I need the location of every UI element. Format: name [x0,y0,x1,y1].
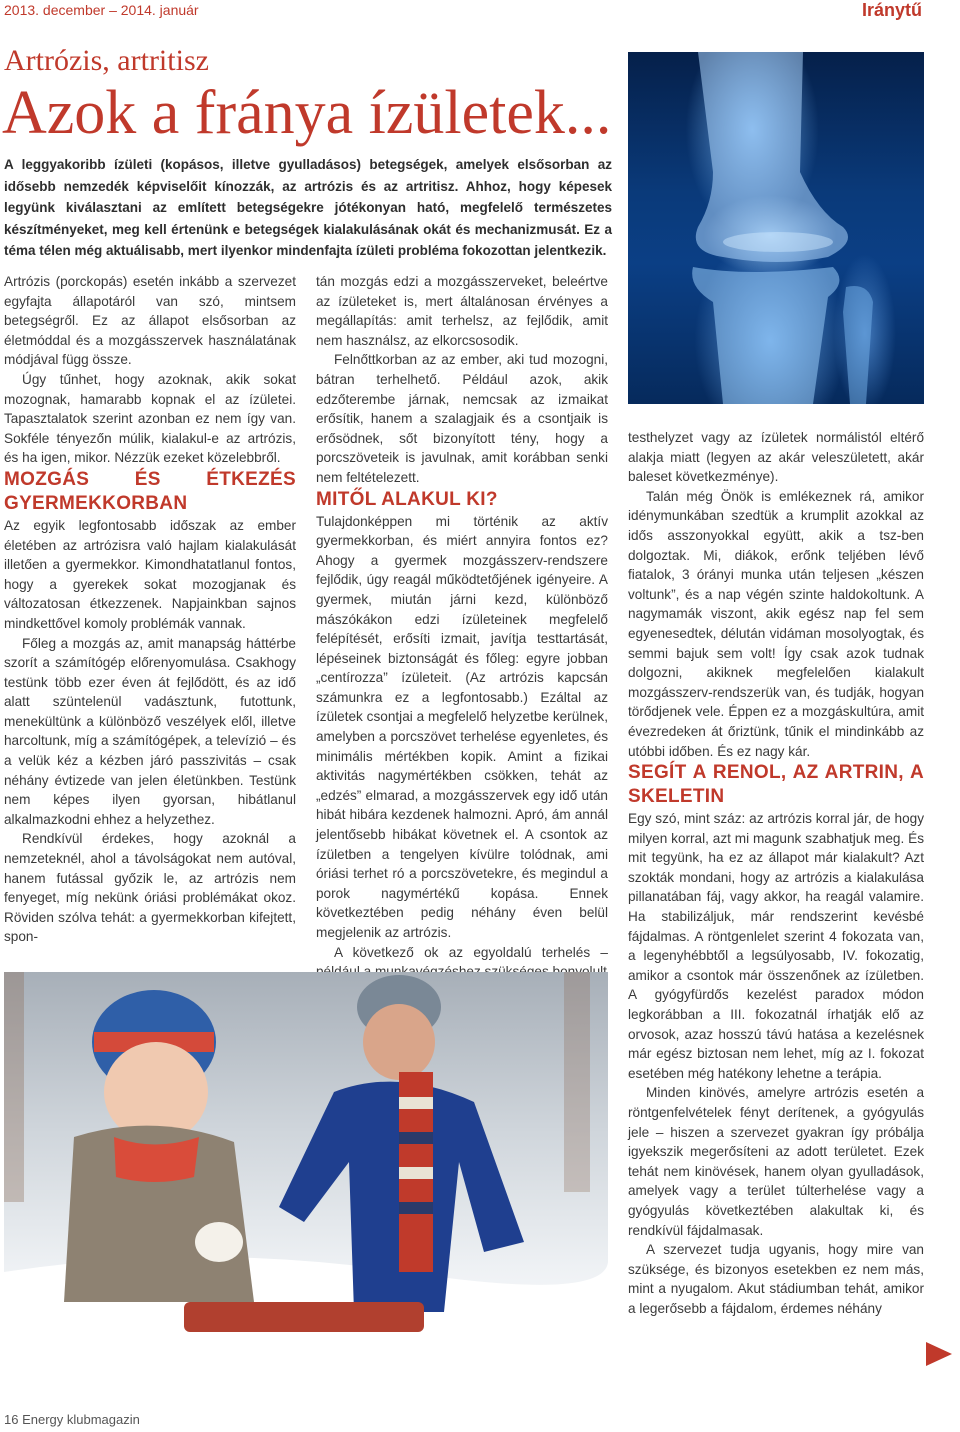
winter-sled-photo [4,972,608,1366]
paragraph: Főleg a mozgás az, amit manapság háttérbe szorít a számítógép előrenyomulása. Csakhogy testünk több ezer éven át fejlődött, és az idő alatt szüntelenül vadásztunk, futottunk, menekültünk a különböző veszélyek elől, illetve harcoltunk, míg a számítógépek, a televízió – és a velük kéz a kézben járó passzivitás – csak néhány évtizede van jelen életünkben. Testünk nem képes ilyen gyorsan, hibátlanul alkalmazkodni ehhez a helyzethez. [4,635,296,827]
column-2 [316,272,608,982]
paragraph: Rendkívül érdekes, hogy azoknál a nemzeteknél, ahol a távolságokat nem autóval, hanem futással győzik le, az artrózis nem fenyeget, míg nekünk óriási problémákat okoz. Röviden szólva tehát: a gyermekkorban kifejtett, spon- [4,831,296,945]
subheading: MITŐL ALAKUL KI? [316,488,498,510]
article-kicker: Artrózis, artritisz [4,44,209,77]
paragraph: A következő ok az egyoldalú terhelés – [334,944,608,960]
winter-sled-illustration [4,972,608,1366]
continue-arrow-icon [926,1342,952,1366]
paragraph: Minden kinövés, amelyre artrózis esetén a röntgenfelvételek fényt derítenek, a gyógyulás jele – hiszen a szervezet gyakran így próbálja igyekszik megerősíteni az adott területet. Ezek tehát nem kinövések, hanem olyan gyulladások, amelyek vagy a terület túlterhelése vagy a gyógyulás következtében alakultak ki, és rendkívül fájdalmasak. [628,1085,924,1238]
column-3 [628,428,924,1319]
column-1 [4,272,296,947]
paragraph: testhelyzet vagy az ízületek normálistól eltérő alakja miatt (legyen az akár veleszületett, akár baleset következménye). [628,430,924,485]
article-lead: A leggyakoribb ízületi (kopásos, illetve gyulladásos) betegségek, amelyek elsősorban az idősebb nemzedék képviselőit kínozzák, az artrózis és az artritisz. Ahhoz, hogy képesek legyünk kiválasztani az említett betegségekre jótékonyan ható, megfelelő természetes készítményeket, meg kell értenünk e betegségek kialakulásának okát és mechanizmusát. Ez a téma télen még aktuálisabb, mert ilyenkor mindenfajta ízületi probléma fokozottan jelentkezik. [4,157,612,259]
subheading: SEGÍT A RENOL, AZ ARTRIN, A SKELETIN [628,762,924,808]
knee-xray-image [628,52,924,404]
paragraph: Felnőttkorban az az ember, aki tud mozogni, bátran terhelhető. Például azok, akik edzőterembe járnak, nemcsak az izmaikat erősítik, hanem a szalagjaik és a csontjaik is erősödnek, sőt bizonyított tény, hogy a porcszöveteik is javulnak, amit korábban senki nem feltételezett. [316,352,608,485]
paragraph: Az egyik legfontosabb időszak az ember életében az artrózisra való hajlam kialakulását illetően a gyermekkor. Kimondhatatlanul fontos, hogy a gyerekek sokat mozogjanak és változatosan étkezzenek. Napjainkban sajnos mindkettővel komoly problémák vannak. [4,517,296,631]
issue-date: 2013. december – 2014. január [4,2,199,18]
paragraph: Úgy tűnhet, hogy azoknak, akik sokat mozognak, hamarabb kopnak el az ízületei. Tapasztalatok szerint azonban ez nem így van. Sokféle tényezőn múlik, kialakul-e az artrózis, és ha igen, mikor. Nézzük ezeket közelebbről. [4,371,296,466]
subheading: MOZGÁS ÉS ÉTKEZÉS GYERMEKKORBAN [4,468,296,514]
paragraph: tán mozgás edzi a mozgásszerveket, beleértve az ízületeket is, mert általánosan érvényes a megállapítás: amit terhelsz, az fejlődik, amit nem használsz, az elkorcsosodik. [316,274,608,348]
paragraph: Tulajdonképpen mi történik az aktív gyermekkorban, és miért annyira fontos ez? Ahogy a gyermek mozgásszerv-rendszere fejlődik, úgy reagál működtetőjének igényeire. A gyermek, miután járni kezd, különböző mászókákon edzi ízületeinek megfelelő felépítését, erősíti izmait, javítja testtartását, lépéseinek biztonságát és főleg: egyre jobban „centírozza” ízületeit. (Az artrózis kapcsán számunkra ez a legfontosabb.) Ezáltal az ízületek csontjai a megfelelő helyzetbe kerülnek, amelyben a porcszövet terhelése egyenletes, és minimális mértékben kopik. Amint a fizikai aktivitás nagymértékben csökken, tehát az „edzés” elmarad, a mozgásszervek egy idő után hibát hibára kezdenek halmozni. Apró, ám annál jelentősebb hibákat követnek el. A csontok az ízületben a tengelyen kívülre tolódnak, ami óriási terhet ró a porcszövetekre, és megindul a porok nagymértékű kopása. Ennek következtében pedig néhány éven belül megjelenik az artrózis. [316,513,608,940]
paragraph: Egy szó, mint száz: az artrózis korral jár, de hogy milyen korral, azt mi magunk szabhatjuk meg. És mit tegyünk, ha ez az állapot már kialakult? Azt szokták mondani, hogy az artrózis a kialakulása pillanatában fáj, vagy akkor, ha reagál valamire. Ha stabilizáljuk, már rendszerint kevésbé fájdalmas. A röntgenlelet szerint 4 fokozata van, a legenyhébbtől a legsúlyosabb, IV. fokozatig, amikor a csontok már összenőnek az ízületben. A gyógyfürdős kezelést paradox módon legkorábban a III. fokozatnál írhatják elő az orvosok, azaz hosszú távú hatása a kezelésnek már egész biztosan nem lehet, míg az I. fokozat esetében még hatékony lehetne a terápia. [628,811,924,1081]
page-footer: 16 Energy klubmagazin [4,1412,140,1427]
paragraph: A szervezet tudja ugyanis, hogy mire van szüksége, és bizonyos esetekben ez nem más, mint a nyugalom. Akut stádiumban tehát, amikor a legerősebb a fájdalom, érdemes néhány [628,1242,924,1316]
article-title: Azok a fránya ízületek... [2,79,612,147]
paragraph: Artrózis (porckopás) esetén inkább a szervezet egyfajta állapotáról van szó, mintsem betegségről. Ez az állapot elsősorban az életmóddal és a mozgásszervek használatának módjával függ össze. [4,274,296,368]
section-label: Iránytű [861,0,922,20]
knee-xray-drawing [628,52,924,404]
paragraph: Talán még Önök is emlékeznek rá, amikor idénymunkában szedtük a krumplit azokkal az idős asszonyokkal együtt, akik a tsz-ben dolgoztak. Mi, diákok, erőnk teljében lévő fiatalok, 3 órányi munka után teljesen „készen voltunk”, és a nap végén szinte haldokoltunk. A nagymamák viszont, akik egész nap fel sem egyenesedtek, délután vidáman mosolyogtak, és semmi bajuk sem volt! Így csak azok tudnak dolgozni, akiknek megfelelően kialakult mozgásszerv-rendszerük van, és tudják, hogyan törődjenek vele. Éppen ez a mozgáskultúra, amit évezredeken át őriztünk, tűnik el mindinkább az utóbbi időben. És ez nagy kár. [628,488,924,759]
